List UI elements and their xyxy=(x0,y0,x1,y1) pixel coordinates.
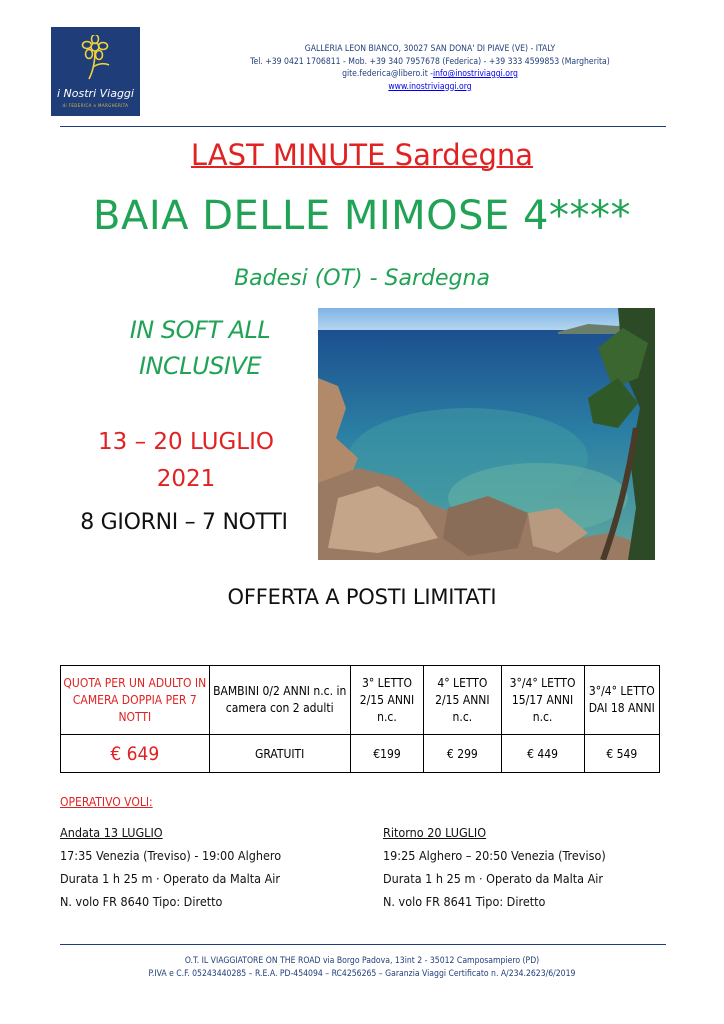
trip-duration: 8 GIORNI – 7 NOTTI xyxy=(80,510,288,535)
return-info: Durata 1 h 25 m · Operato da Malta Air xyxy=(383,871,604,886)
company-logo xyxy=(51,27,140,116)
return-number: N. volo FR 8641 Tipo: Diretto xyxy=(383,894,546,909)
logo-name: i Nostri Viaggi xyxy=(57,87,134,100)
return-flight xyxy=(383,821,606,913)
hotel-title: BAIA DELLE MIMOSE 4**** xyxy=(93,193,631,239)
footer-legal: P.IVA e C.F. 05243440285 – R.E.A. PD-454094 – RC4256265 – Garanzia Viaggi Certificato n. A/234.2623/6/2019 xyxy=(148,968,576,979)
dates-line-2: 2021 xyxy=(156,466,216,492)
location-subtitle: Badesi (OT) - Sardegna xyxy=(234,266,490,291)
header-bed-15-17: 3°/4° LETTO 15/17 ANNI n.c. xyxy=(501,666,584,735)
travel-dates xyxy=(66,424,306,498)
header-website xyxy=(170,81,690,94)
treatment-line-1: IN SOFT ALL xyxy=(129,316,271,344)
header-children: BAMBINI 0/2 ANNI n.c. in camera con 2 adulti xyxy=(209,666,350,735)
outbound-route: 17:35 Venezia (Treviso) - 19:00 Alghero xyxy=(60,848,282,863)
website-link[interactable]: www.inostriviaggi.org xyxy=(388,81,472,92)
dates-line-1: 13 – 20 LUGLIO xyxy=(98,429,274,455)
flower-icon xyxy=(75,35,115,81)
header-third-bed: 3° LETTO 2/15 ANNI n.c. xyxy=(350,666,423,735)
price-table-values-row xyxy=(61,735,660,773)
outbound-heading: Andata 13 LUGLIO xyxy=(60,825,163,840)
last-minute-title: LAST MINUTE Sardegna xyxy=(190,138,534,172)
treatment-label xyxy=(100,312,300,384)
header-fourth-bed: 4° LETTO 2/15 ANNI n.c. xyxy=(424,666,501,735)
price-adult: € 649 xyxy=(61,735,210,773)
email-link[interactable]: info@inostriviaggi.org xyxy=(432,69,518,79)
logo-subtitle: di FEDERICA e MARGHERITA xyxy=(62,103,129,108)
price-bed-15-17: € 449 xyxy=(501,735,584,773)
flights-section-title: OPERATIVO VOLI: xyxy=(60,795,153,809)
return-heading: Ritorno 20 LUGLIO xyxy=(383,825,487,840)
header-address: GALLERIA LEON BIANCO, 30027 SAN DONA' DI PIAVE (VE) - ITALY xyxy=(304,44,556,54)
header-phones: Tel. +39 0421 1706811 - Mob. +39 340 7957678 (Federica) - +39 333 4599853 (Margherita) xyxy=(250,56,610,67)
outbound-number: N. volo FR 8640 Tipo: Diretto xyxy=(60,894,223,909)
outbound-flight xyxy=(60,821,281,913)
outbound-info: Durata 1 h 25 m · Operato da Malta Air xyxy=(60,871,281,886)
price-children: GRATUITI xyxy=(209,735,350,773)
price-table xyxy=(60,665,660,773)
header-contacts xyxy=(170,43,690,93)
header-adult-quota: QUOTA PER UN ADULTO IN CAMERA DOPPIA PER 7 NOTTI xyxy=(61,666,210,735)
header-divider xyxy=(60,126,666,127)
footer-company: O.T. IL VIAGGIATORE ON THE ROAD via Borgo Padova, 13int 2 - 35012 Camposampiero (PD) xyxy=(184,956,540,966)
return-route: 19:25 Alghero – 20:50 Venezia (Treviso) xyxy=(383,848,606,863)
price-fourth-bed: € 299 xyxy=(424,735,501,773)
footer xyxy=(0,955,724,980)
treatment-line-2: INCLUSIVE xyxy=(138,352,262,380)
sea-photo xyxy=(318,308,655,560)
limited-offer-label: OFFERTA A POSTI LIMITATI xyxy=(227,585,497,609)
price-third-bed: €199 xyxy=(350,735,423,773)
header-bed-18plus: 3°/4° LETTO DAI 18 ANNI xyxy=(584,666,659,735)
price-table-header-row xyxy=(61,666,660,735)
header-emails xyxy=(170,68,690,81)
footer-divider xyxy=(60,944,666,945)
email-text: gite.federica@libero.it - xyxy=(342,69,433,79)
price-bed-18plus: € 549 xyxy=(584,735,659,773)
